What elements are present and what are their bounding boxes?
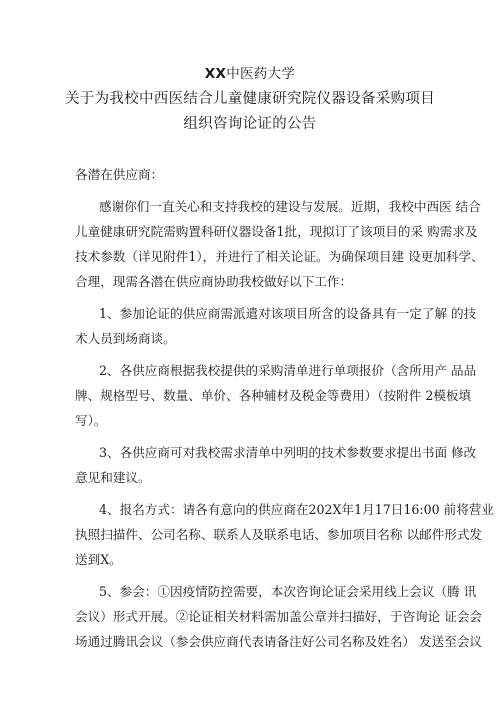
university-name-prefix: XX bbox=[204, 66, 227, 82]
item-3-paragraph bbox=[75, 440, 477, 490]
intro-line: 感谢你们一直关心和支持我校的建设与发展。近期，我校中西医 结合 bbox=[99, 199, 481, 214]
salutation-text: 各潜在供应商： bbox=[75, 167, 164, 182]
item-2-line: 2、各供应商根据我校提供的采购清单进行单项报价（含所用产 品品 bbox=[99, 363, 477, 378]
university-name-suffix: 中医药大学 bbox=[226, 66, 296, 82]
item-5-line: 场通过腾讯会议（参会供应商代表请备注好公司名称及姓名） 发送至会议 bbox=[75, 634, 483, 649]
item-5-line: 5、参会：①因疫情防控需要，本次咨询论证会采用线上会议（腾 讯 bbox=[99, 584, 477, 599]
item-4-paragraph bbox=[75, 497, 495, 572]
item-2-line: 写）。 bbox=[75, 413, 107, 428]
item-5-line: 会议）形式开展。②论证相关材料需加盖公章并扫描好，于咨询论 证会会 bbox=[75, 609, 483, 624]
announcement-header bbox=[0, 62, 500, 137]
university-name bbox=[0, 62, 500, 87]
intro-line: 合理，现需各潜在供应商协助我校做好以下工作： bbox=[75, 274, 353, 289]
announcement-title-line-1: 关于为我校中西医结合儿童健康研究院仪器设备采购项目 bbox=[65, 91, 435, 107]
intro-paragraph bbox=[75, 194, 484, 294]
item-4-line: 执照扫描件、公司名称、联系人及联系电话、参加项目名称 以邮件形式发 bbox=[75, 527, 483, 542]
item-5-paragraph bbox=[75, 579, 483, 654]
salutation bbox=[75, 162, 443, 187]
item-1-line: 术人员到场商谈。 bbox=[75, 331, 176, 346]
announcement-title-line-2: 组织咨询论证的公告 bbox=[183, 116, 317, 132]
item-2-line: 牌、规格型号、数量、单价、各种辅材及税金等费用）（按附件 2模板填 bbox=[75, 388, 472, 403]
item-1-line: 1、参加论证的供应商需派遣对该项目所含的设备具有一定了解 的技 bbox=[99, 306, 477, 321]
item-3-line: 3、各供应商可对我校需求清单中列明的技术参数要求提出书面 修改 bbox=[99, 445, 477, 460]
item-4-line: 送到X。 bbox=[75, 552, 122, 567]
announcement-body bbox=[75, 162, 495, 654]
item-3-line: 意见和建议。 bbox=[75, 470, 151, 485]
intro-line: 儿童健康研究院需购置科研仪器设备1批，现拟订了该项目的采 购需求及 bbox=[75, 224, 478, 239]
item-4-line: 4、报名方式：请各有意向的供应商在202X年1月17日16:00 前将营业 bbox=[99, 502, 495, 517]
item-1-paragraph bbox=[75, 301, 477, 351]
item-2-paragraph bbox=[75, 358, 477, 433]
intro-line: 技术参数（详见附件1），并进行了相关论证。为确保项目建 设更加科学、 bbox=[75, 249, 484, 264]
